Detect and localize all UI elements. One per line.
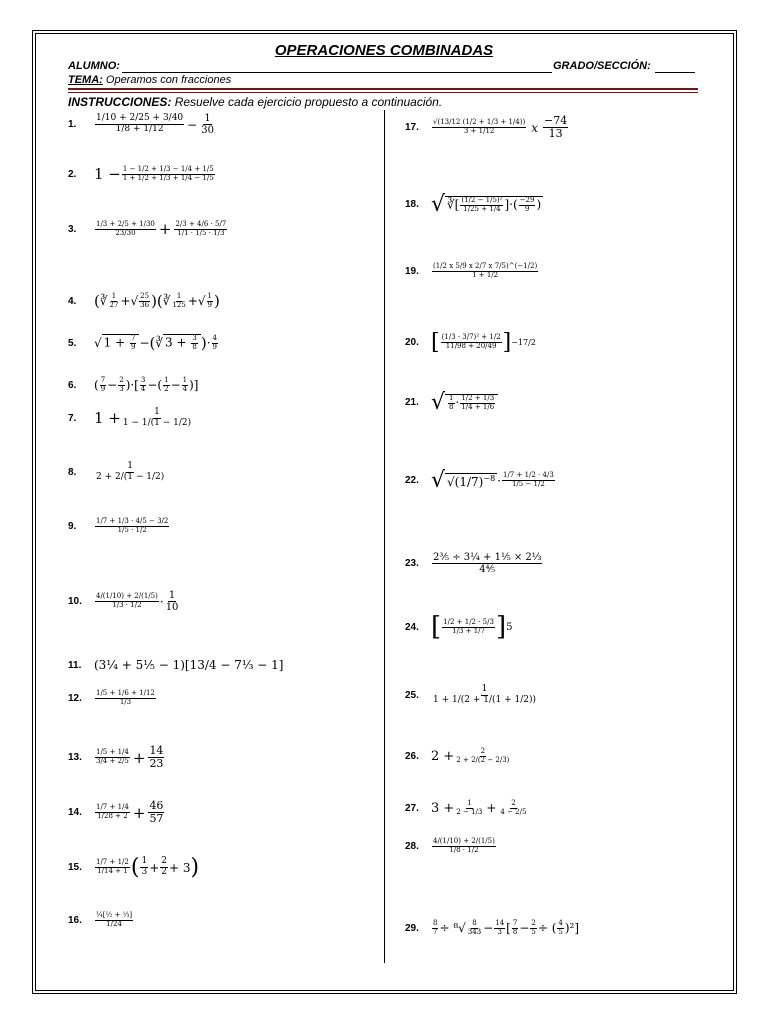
exercise-9: 9. 1/7 + 1/3 · 4/5 − 3/2 1/5 · 1/2 <box>68 517 169 534</box>
exercise-29: 29. 8 7 ÷ ⁸√ 8 343 − 14 3 [ 7 8 − 2 5 ÷ ( 4 5 )²] <box>405 919 580 936</box>
exercise-1: 1. 1/10 + 2/25 + 3/40 1/8 + 1/12 − $\frac{1}{30}$ <box>68 113 214 136</box>
exercise-20: 20. [ (1/3 · 3/7)² + 1/2 11/98 + 20/49 ] −17/2 <box>405 330 536 355</box>
column-divider <box>384 110 385 963</box>
exercise-8: 8. 1 2 + 2/(1 − 1/2) <box>68 461 165 482</box>
exercise-11: 11. (3¼ + 5⅕ − 1)[13/4 − 7⅓ − 1] <box>68 658 284 672</box>
exercise-26: 26. 2 + $\frac{2}{2 + 2/(2 - 2/3)}$ <box>405 747 510 764</box>
instructions-label: INSTRUCCIONES: <box>68 95 172 109</box>
header-rule <box>68 88 698 93</box>
exercise-5: 5. √ 1 + $\frac{7}{9}$ − ( ∛ 3 + $\frac{3}{8}$ ) · 4 9 <box>68 333 217 352</box>
exercise-12: 12. 1/5 + 1/6 + 1/12 1/3 <box>68 689 155 706</box>
grade-line[interactable] <box>655 72 695 73</box>
topic-row <box>68 74 231 86</box>
topic-value: Operamos con fracciones <box>105 74 232 86</box>
exercise-24: 24. [ 1/2 + 1/2 · 5/3 1/3 + 1/7 ] 5 <box>405 612 513 642</box>
student-name-line[interactable] <box>122 72 552 73</box>
exercise-16: 16. ¼[½ + ⅓] 1/24 <box>68 911 133 928</box>
exercise-17: 17. √(13/12 (1/2 + 1/3 + 1/4)) 3 + 1/12 x −74 13 <box>405 114 568 141</box>
exercise-19: 19. (1/2 x 5/9 x 2/7 x 7/5)^(−1/2) 1 + 1/2 <box>405 262 538 279</box>
worksheet-title: OPERACIONES COMBINADAS <box>274 42 494 59</box>
exercise-2: 2. 1 − $\frac{1 - 1/2 + 1/3 - 1/4 + 1/5}{1 + 1/2 + 1/3 + 1/4 - 1/5}$ <box>68 164 214 183</box>
exercise-28: 28. 4/(1/10) + 2/(1/5) 1/8 · 1/2 <box>405 837 495 854</box>
exercise-22: 22. √ $√(1/7)^{-8}$ · 1/7 + 1/2 · 4/3 1/5 − 1/2 <box>405 468 554 493</box>
exercise-15: 15. 1/7 + 1/2 1/14 + 1 ( 1 3 + 2 2 + 3 ) <box>68 855 200 880</box>
exercise-10: 10. 4/(1/10) + 2/(1/5) 1/3 · 1/2 · 1 10 <box>68 590 179 613</box>
exercise-6: 6. ( 7 9 − 2 3 )·[ 3 4 −( 1 2 − 1 4 )] <box>68 376 199 393</box>
exercise-23: 23. 2⅗ ÷ 3¼ + 1⅕ × 2⅓ 4⅘ <box>405 552 542 575</box>
exercise-18: 18. √ ∛[ $\frac{\text{(1/2 − 1/5)²}}{1/25 + 1/4}$ ]·( $\frac{-29}{9}$ ) <box>405 192 542 217</box>
exercise-13: 13. 1/5 + 1/4 3/4 + 2/5 + $\frac{14}{23}$ <box>68 744 164 771</box>
exercise-27: 27. 3 + $\frac{1}{2 - 1/3}$ + $\frac{2}{4 - 2/5}$ <box>405 799 527 816</box>
student-label: ALUMNO: <box>68 60 120 72</box>
grade-label: GRADO/SECCIÓN: <box>553 60 651 72</box>
exercise-3: 3. 1/3 + 2/5 + 1/30 23/30 + $\frac{2/3 + 4/6 \cdot 5/7}{1/1 \cdot 1/5 \cdot 1/3}$ <box>68 219 227 238</box>
exercise-14: 14. 1/7 + 1/4 1/28 + 2 + $\frac{46}{57}$ <box>68 799 164 826</box>
instructions <box>68 95 442 109</box>
instructions-text: Resuelve cada ejercicio propuesto a continuación. <box>174 95 443 109</box>
exercise-21: 21. √ $\frac{1}{8}$ · $\frac{1/2 + 1/3}{1/4 + 1/6}$ <box>405 390 498 415</box>
topic-label: TEMA: <box>68 74 103 86</box>
exercise-4: 4. ( ∛ 1 27 +√ 25 36 )( ∛ 1 125 +√ 1 9 ) <box>68 291 220 310</box>
exercise-7: 7. 1 + $\frac{1}{1 - 1/(1 - 1/2)}$ <box>68 407 192 428</box>
exercise-25: 25. 1 1 + 1/(2 + 1/(1 + 1/2)) <box>405 684 537 705</box>
